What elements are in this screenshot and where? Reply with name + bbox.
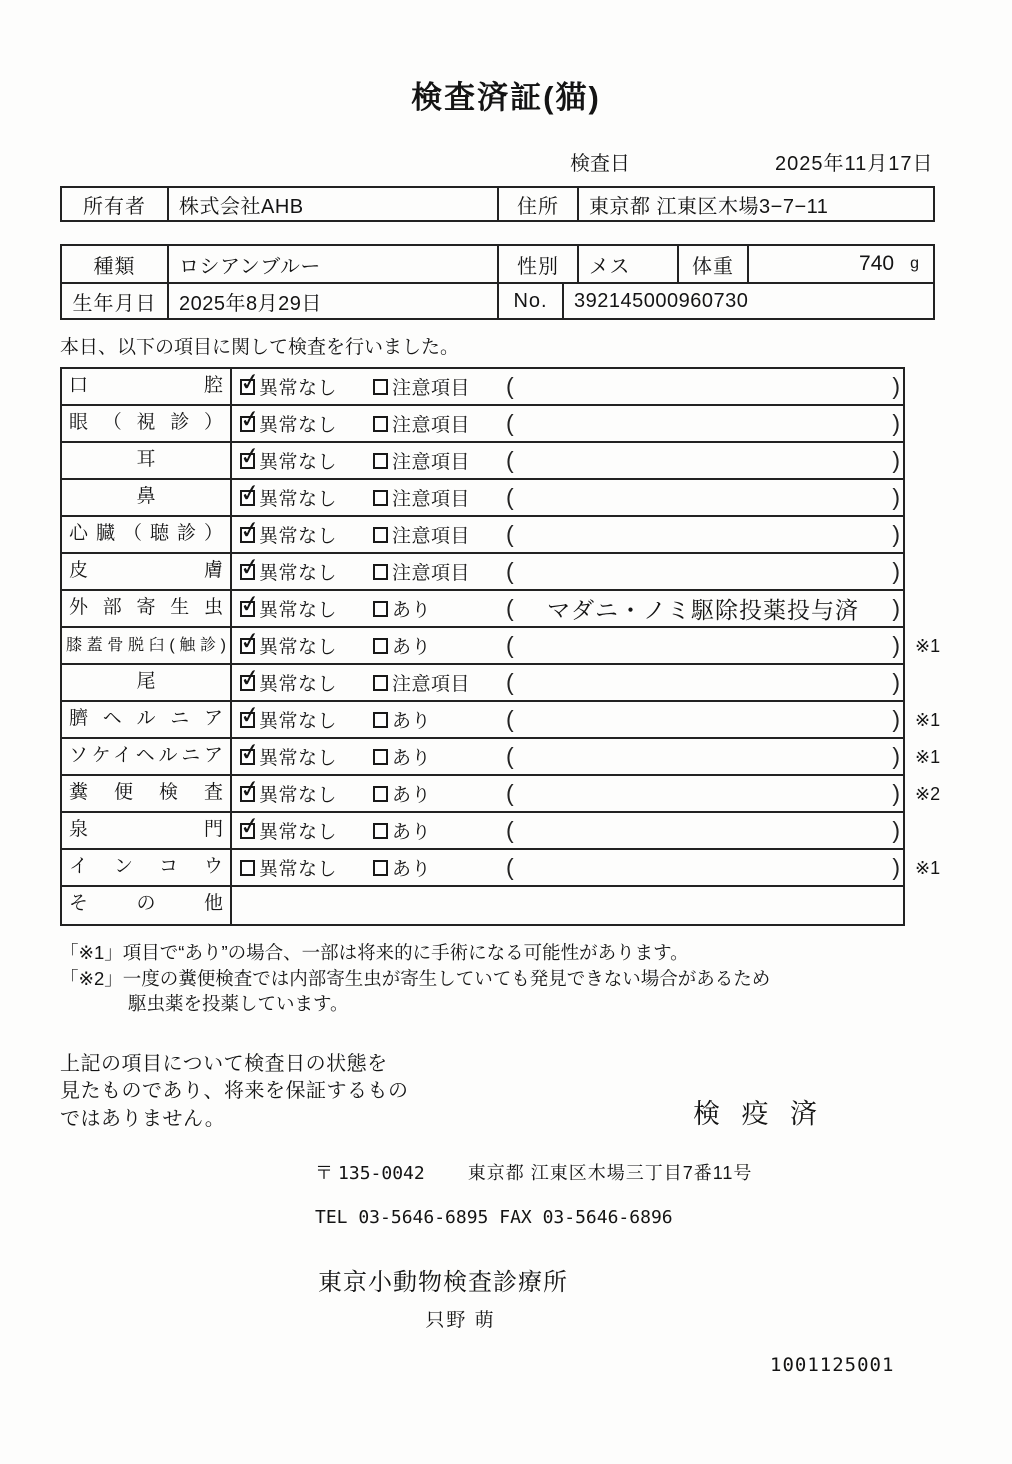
- checkbox-group: [373, 484, 506, 511]
- address-label: 住所: [497, 188, 577, 220]
- checkbox-group: [373, 817, 506, 844]
- checkbox-group: [373, 447, 506, 474]
- birthdate-label: 生年月日: [72, 292, 157, 315]
- inspection-item-name: 尾: [62, 665, 232, 700]
- checkmark-icon: ✓: [238, 700, 262, 730]
- checkbox-label: 注意項目: [392, 378, 471, 399]
- inspection-item-name: インコウ: [62, 850, 232, 885]
- checkbox-group: [373, 410, 506, 437]
- inspection-row: [62, 554, 903, 591]
- note-parenthesis: [506, 669, 903, 696]
- checkbox-unchecked[interactable]: [373, 453, 388, 469]
- inspection-item-body: [232, 369, 903, 404]
- note-parenthesis: [506, 410, 903, 437]
- checkbox-group: [238, 700, 373, 733]
- checkbox-label: 異常なし: [259, 785, 338, 806]
- inspection-item-body: [232, 517, 903, 552]
- owner-label: 所有者: [83, 195, 146, 218]
- inspection-item-body: [232, 887, 903, 924]
- note-parenthesis: [506, 373, 903, 400]
- checkbox-group: [238, 441, 373, 474]
- paren-close: ): [892, 521, 900, 547]
- footnote-mark: [915, 406, 951, 443]
- checkbox-label: 注意項目: [392, 526, 471, 547]
- inspection-row: [62, 665, 903, 702]
- checkbox-group: [238, 626, 373, 659]
- note-parenthesis: [506, 854, 903, 881]
- checkbox-group: [238, 737, 373, 770]
- inspection-item-name: 膝蓋骨脱臼(触診): [62, 628, 232, 663]
- note-parenthesis: [506, 592, 903, 625]
- paren-open: (: [506, 373, 514, 399]
- birthdate-row: [62, 282, 933, 318]
- checkbox-group: [238, 478, 373, 511]
- inspection-item-name: 鼻: [62, 480, 232, 515]
- inspection-item-body: [232, 406, 903, 441]
- checkmark-icon: ✓: [238, 589, 262, 619]
- checkmark-icon: ✓: [238, 367, 262, 397]
- weight-label: 体重: [677, 246, 747, 282]
- breed-value: ロシアンブルー: [167, 246, 497, 282]
- checkbox-label: 異常なし: [259, 452, 338, 473]
- clinic-block: [318, 1262, 603, 1332]
- tel-fax-line: TEL 03-5646-6895 FAX 03-5646-6896: [315, 1207, 673, 1228]
- note-parenthesis: [506, 706, 903, 733]
- postal-line: [315, 1159, 952, 1185]
- footnote-mark: ※1: [915, 747, 941, 767]
- paren-open: (: [506, 706, 514, 732]
- inspection-item-name: 眼（視診）: [62, 406, 232, 441]
- veterinarian-name: 只野 萌: [425, 1310, 496, 1331]
- quarantine-stamp: 検 疫 済: [692, 1099, 824, 1129]
- checkbox-label: 異常なし: [259, 674, 338, 695]
- checkbox-unchecked[interactable]: [240, 860, 255, 876]
- checkmark-icon: ✓: [238, 404, 262, 434]
- no-label: No.: [497, 284, 562, 318]
- checkbox-label: 注意項目: [392, 415, 471, 436]
- checkbox-label: 異常なし: [259, 526, 338, 547]
- paren-close: ): [892, 558, 900, 584]
- serial-number: 1001125001: [770, 1354, 895, 1376]
- checkbox-group: [238, 552, 373, 585]
- inspection-item-name: 心臓（聴診）: [62, 517, 232, 552]
- checkbox-label: あり: [392, 748, 432, 769]
- paren-open: (: [506, 817, 514, 843]
- disclaimer-line: 見たものであり、将来を保証するもの: [60, 1080, 409, 1102]
- checkbox-label: あり: [392, 600, 432, 621]
- checkbox-unchecked[interactable]: [373, 379, 388, 395]
- checkbox-checked[interactable]: [238, 737, 262, 767]
- checkbox-group: [373, 706, 506, 733]
- inspection-item-body: [232, 628, 903, 663]
- paren-close: ): [892, 743, 900, 769]
- inspection-item-body: [232, 850, 903, 885]
- paren-open: (: [506, 780, 514, 806]
- footnote-mark: ※2: [915, 784, 941, 804]
- inspection-item-name: ソケイヘルニア: [62, 739, 232, 774]
- inspection-row: [62, 813, 903, 850]
- paren-open: (: [506, 521, 514, 547]
- checkbox-label: あり: [392, 637, 432, 658]
- inspection-row: [62, 776, 903, 813]
- disclaimer-line: 上記の項目について検査日の状態を: [60, 1052, 388, 1075]
- inspection-table: [60, 367, 905, 926]
- page-title: 検査済証(猫): [411, 80, 601, 115]
- footnote-line: 駆虫薬を投薬しています。: [128, 993, 349, 1014]
- inspection-item-body: [232, 554, 903, 589]
- checkbox-label: あり: [392, 822, 432, 843]
- checkbox-label: 異常なし: [259, 415, 338, 436]
- inspection-item-name: 泉門: [62, 813, 232, 848]
- inspection-item-body: [232, 591, 903, 626]
- inspection-item-body: [232, 702, 903, 737]
- intro-text: 本日、以下の項目に関して検査を行いました。: [60, 337, 460, 358]
- checkbox-group: [238, 663, 373, 696]
- note-parenthesis: [506, 743, 903, 770]
- checkmark-icon: ✓: [238, 478, 262, 508]
- checkbox-label: 注意項目: [392, 563, 471, 584]
- footnote-line: 「※2」一度の糞便検査では内部寄生虫が寄生していても発見できない場合があるため: [60, 967, 771, 989]
- paren-open: (: [506, 595, 514, 621]
- note-parenthesis: [506, 447, 903, 474]
- checkbox-group: [373, 780, 506, 807]
- checkbox-unchecked[interactable]: [373, 527, 388, 543]
- checkbox-unchecked[interactable]: [373, 564, 388, 580]
- clinic-name: 東京小動物検査診療所: [318, 1269, 568, 1296]
- checkbox-label: 異常なし: [259, 859, 338, 880]
- checkbox-checked[interactable]: [238, 367, 262, 397]
- inspection-date-label: 検査日: [570, 153, 630, 175]
- note-parenthesis: [506, 521, 903, 548]
- checkbox-unchecked[interactable]: [373, 675, 388, 691]
- disclaimer-text: [60, 1051, 409, 1134]
- checkbox-checked[interactable]: [238, 515, 262, 545]
- checkbox-group: [373, 558, 506, 585]
- inspection-item-body: [232, 739, 903, 774]
- paren-close: ): [892, 669, 900, 695]
- checkmark-icon: ✓: [238, 737, 262, 767]
- checkbox-group: [238, 515, 373, 548]
- no-value: 392145000960730: [562, 284, 933, 318]
- checkmark-icon: ✓: [238, 515, 262, 545]
- footnote-mark: [915, 443, 951, 480]
- checkbox-label: あり: [392, 711, 432, 732]
- checkbox-unchecked[interactable]: [373, 823, 388, 839]
- inspection-date-row: [60, 147, 952, 176]
- birthdate-value: 2025年8月29日: [167, 284, 497, 318]
- checkbox-group: [240, 854, 373, 881]
- checkbox-label: 異常なし: [259, 637, 338, 658]
- checkbox-label: 注意項目: [392, 674, 471, 695]
- note-parenthesis: [506, 780, 903, 807]
- paren-close: ): [892, 484, 900, 510]
- paren-close: ): [892, 595, 900, 621]
- paren-close: ): [892, 632, 900, 658]
- checkbox-checked[interactable]: [238, 441, 262, 471]
- sex-label: 性別: [497, 246, 577, 282]
- inspection-row: [62, 850, 903, 887]
- inspection-section: [60, 367, 952, 926]
- note-parenthesis: [506, 632, 903, 659]
- footnote-mark: [915, 369, 951, 406]
- inspection-item-body: [232, 443, 903, 478]
- paren-close: ): [892, 706, 900, 732]
- weight-unit: g: [910, 255, 919, 272]
- inspection-row: [62, 369, 903, 406]
- breed-label: 種類: [93, 255, 136, 278]
- paren-open: (: [506, 558, 514, 584]
- paren-open: (: [506, 743, 514, 769]
- paren-close: ): [892, 780, 900, 806]
- inspection-row: [62, 628, 903, 665]
- inspection-row: [62, 406, 903, 443]
- inspection-item-name: 皮膚: [62, 554, 232, 589]
- inspection-item-body: [232, 480, 903, 515]
- checkbox-checked[interactable]: [238, 478, 262, 508]
- inspection-item-body: [232, 665, 903, 700]
- checkbox-unchecked[interactable]: [373, 490, 388, 506]
- checkbox-checked[interactable]: [238, 404, 262, 434]
- checkbox-checked[interactable]: [238, 552, 262, 582]
- address-value: 東京都 江東区木場3−7−11: [577, 188, 933, 220]
- paren-open: (: [506, 854, 514, 880]
- note-parenthesis: [506, 558, 903, 585]
- note-text: マダニ・ノミ駆除投薬投与済: [547, 597, 859, 623]
- footnote-mark: [915, 665, 951, 702]
- checkbox-label: 異常なし: [259, 600, 338, 621]
- checkbox-label: 異常なし: [259, 489, 338, 510]
- clinic-address: 東京都 江東区木場三丁目7番11号: [467, 1163, 753, 1183]
- paren-close: ): [892, 373, 900, 399]
- inspection-item-name: 糞便検査: [62, 776, 232, 811]
- checkbox-checked[interactable]: [238, 589, 262, 619]
- paren-close: ): [892, 410, 900, 436]
- breed-row: [62, 246, 933, 282]
- inspection-item-name: 外部寄生虫: [62, 591, 232, 626]
- footnote-line: 「※1」項目で“あり”の場合、一部は将来的に手術になる可能性があります。: [60, 942, 689, 963]
- checkbox-group: [373, 854, 506, 881]
- footnotes: [60, 940, 952, 1017]
- footnote-mark: ※1: [915, 858, 941, 878]
- inspection-item-body: [232, 776, 903, 811]
- footnote-marks-column: [905, 367, 951, 926]
- checkbox-unchecked[interactable]: [373, 601, 388, 617]
- checkbox-checked[interactable]: [238, 700, 262, 730]
- checkbox-group: [238, 589, 373, 622]
- postal-code: 135-0042: [338, 1163, 425, 1184]
- checkbox-checked[interactable]: [238, 626, 262, 656]
- checkmark-icon: ✓: [238, 441, 262, 471]
- owner-row: [60, 186, 935, 222]
- checkbox-label: 異常なし: [259, 563, 338, 584]
- footnote-mark: ※1: [915, 636, 941, 656]
- footnote-mark: [915, 591, 951, 628]
- paren-open: (: [506, 669, 514, 695]
- checkmark-icon: ✓: [238, 774, 262, 804]
- checkbox-checked[interactable]: [238, 811, 262, 841]
- inspection-item-name: 口腔: [62, 369, 232, 404]
- checkbox-group: [373, 373, 506, 400]
- checkbox-label: 注意項目: [392, 452, 471, 473]
- paren-close: ): [892, 854, 900, 880]
- paren-open: (: [506, 447, 514, 473]
- checkbox-group: [238, 404, 373, 437]
- checkbox-checked[interactable]: [238, 663, 262, 693]
- inspection-item-name: 耳: [62, 443, 232, 478]
- checkbox-label: 異常なし: [259, 822, 338, 843]
- paren-open: (: [506, 632, 514, 658]
- footnote-mark: [915, 517, 951, 554]
- inspection-row: [62, 443, 903, 480]
- checkbox-unchecked[interactable]: [373, 638, 388, 654]
- weight-value: 740: [859, 252, 895, 275]
- footnote-mark: [915, 813, 951, 850]
- paren-open: (: [506, 484, 514, 510]
- checkmark-icon: ✓: [238, 552, 262, 582]
- checkbox-unchecked[interactable]: [373, 416, 388, 432]
- checkbox-label: あり: [392, 785, 432, 806]
- checkbox-group: [238, 774, 373, 807]
- checkmark-icon: ✓: [238, 626, 262, 656]
- checkbox-group: [373, 743, 506, 770]
- animal-info-table: [60, 244, 935, 320]
- checkbox-label: 注意項目: [392, 489, 471, 510]
- weight-value-cell: [747, 246, 933, 282]
- checkbox-checked[interactable]: [238, 774, 262, 804]
- inspection-row: [62, 887, 903, 924]
- footnote-mark: [915, 887, 951, 924]
- paren-close: ): [892, 817, 900, 843]
- checkbox-label: 異常なし: [259, 378, 338, 399]
- inspection-date-value: 2025年11月17日: [775, 153, 934, 175]
- owner-value: 株式会社AHB: [167, 188, 497, 220]
- checkbox-unchecked[interactable]: [373, 712, 388, 728]
- inspection-item-body: [232, 813, 903, 848]
- checkbox-unchecked[interactable]: [373, 786, 388, 802]
- checkbox-label: あり: [392, 859, 432, 880]
- checkbox-group: [373, 595, 506, 622]
- disclaimer-line: ではありません。: [60, 1107, 226, 1130]
- checkbox-group: [373, 521, 506, 548]
- inspection-row: [62, 702, 903, 739]
- checkbox-label: 異常なし: [259, 748, 338, 769]
- checkbox-group: [373, 632, 506, 659]
- checkmark-icon: ✓: [238, 663, 262, 693]
- inspection-row: [62, 517, 903, 554]
- checkbox-group: [238, 367, 373, 400]
- inspection-row: [62, 591, 903, 628]
- checkbox-group: [373, 669, 506, 696]
- footnote-mark: [915, 554, 951, 591]
- checkbox-unchecked[interactable]: [373, 749, 388, 765]
- checkmark-icon: ✓: [238, 811, 262, 841]
- inspection-row: [62, 480, 903, 517]
- footnote-mark: [915, 480, 951, 517]
- sex-value: メス: [577, 246, 677, 282]
- inspection-row: [62, 739, 903, 776]
- inspection-item-name: 臍ヘルニア: [62, 702, 232, 737]
- checkbox-label: 異常なし: [259, 711, 338, 732]
- inspection-item-name: その他: [62, 887, 232, 924]
- paren-close: ): [892, 447, 900, 473]
- note-parenthesis: [506, 484, 903, 511]
- checkbox-group: [238, 811, 373, 844]
- checkbox-unchecked[interactable]: [373, 860, 388, 876]
- postal-mark: 〒: [315, 1163, 333, 1183]
- paren-open: (: [506, 410, 514, 436]
- disclaimer-section: [60, 1051, 952, 1134]
- footnote-mark: ※1: [915, 710, 941, 730]
- note-parenthesis: [506, 817, 903, 844]
